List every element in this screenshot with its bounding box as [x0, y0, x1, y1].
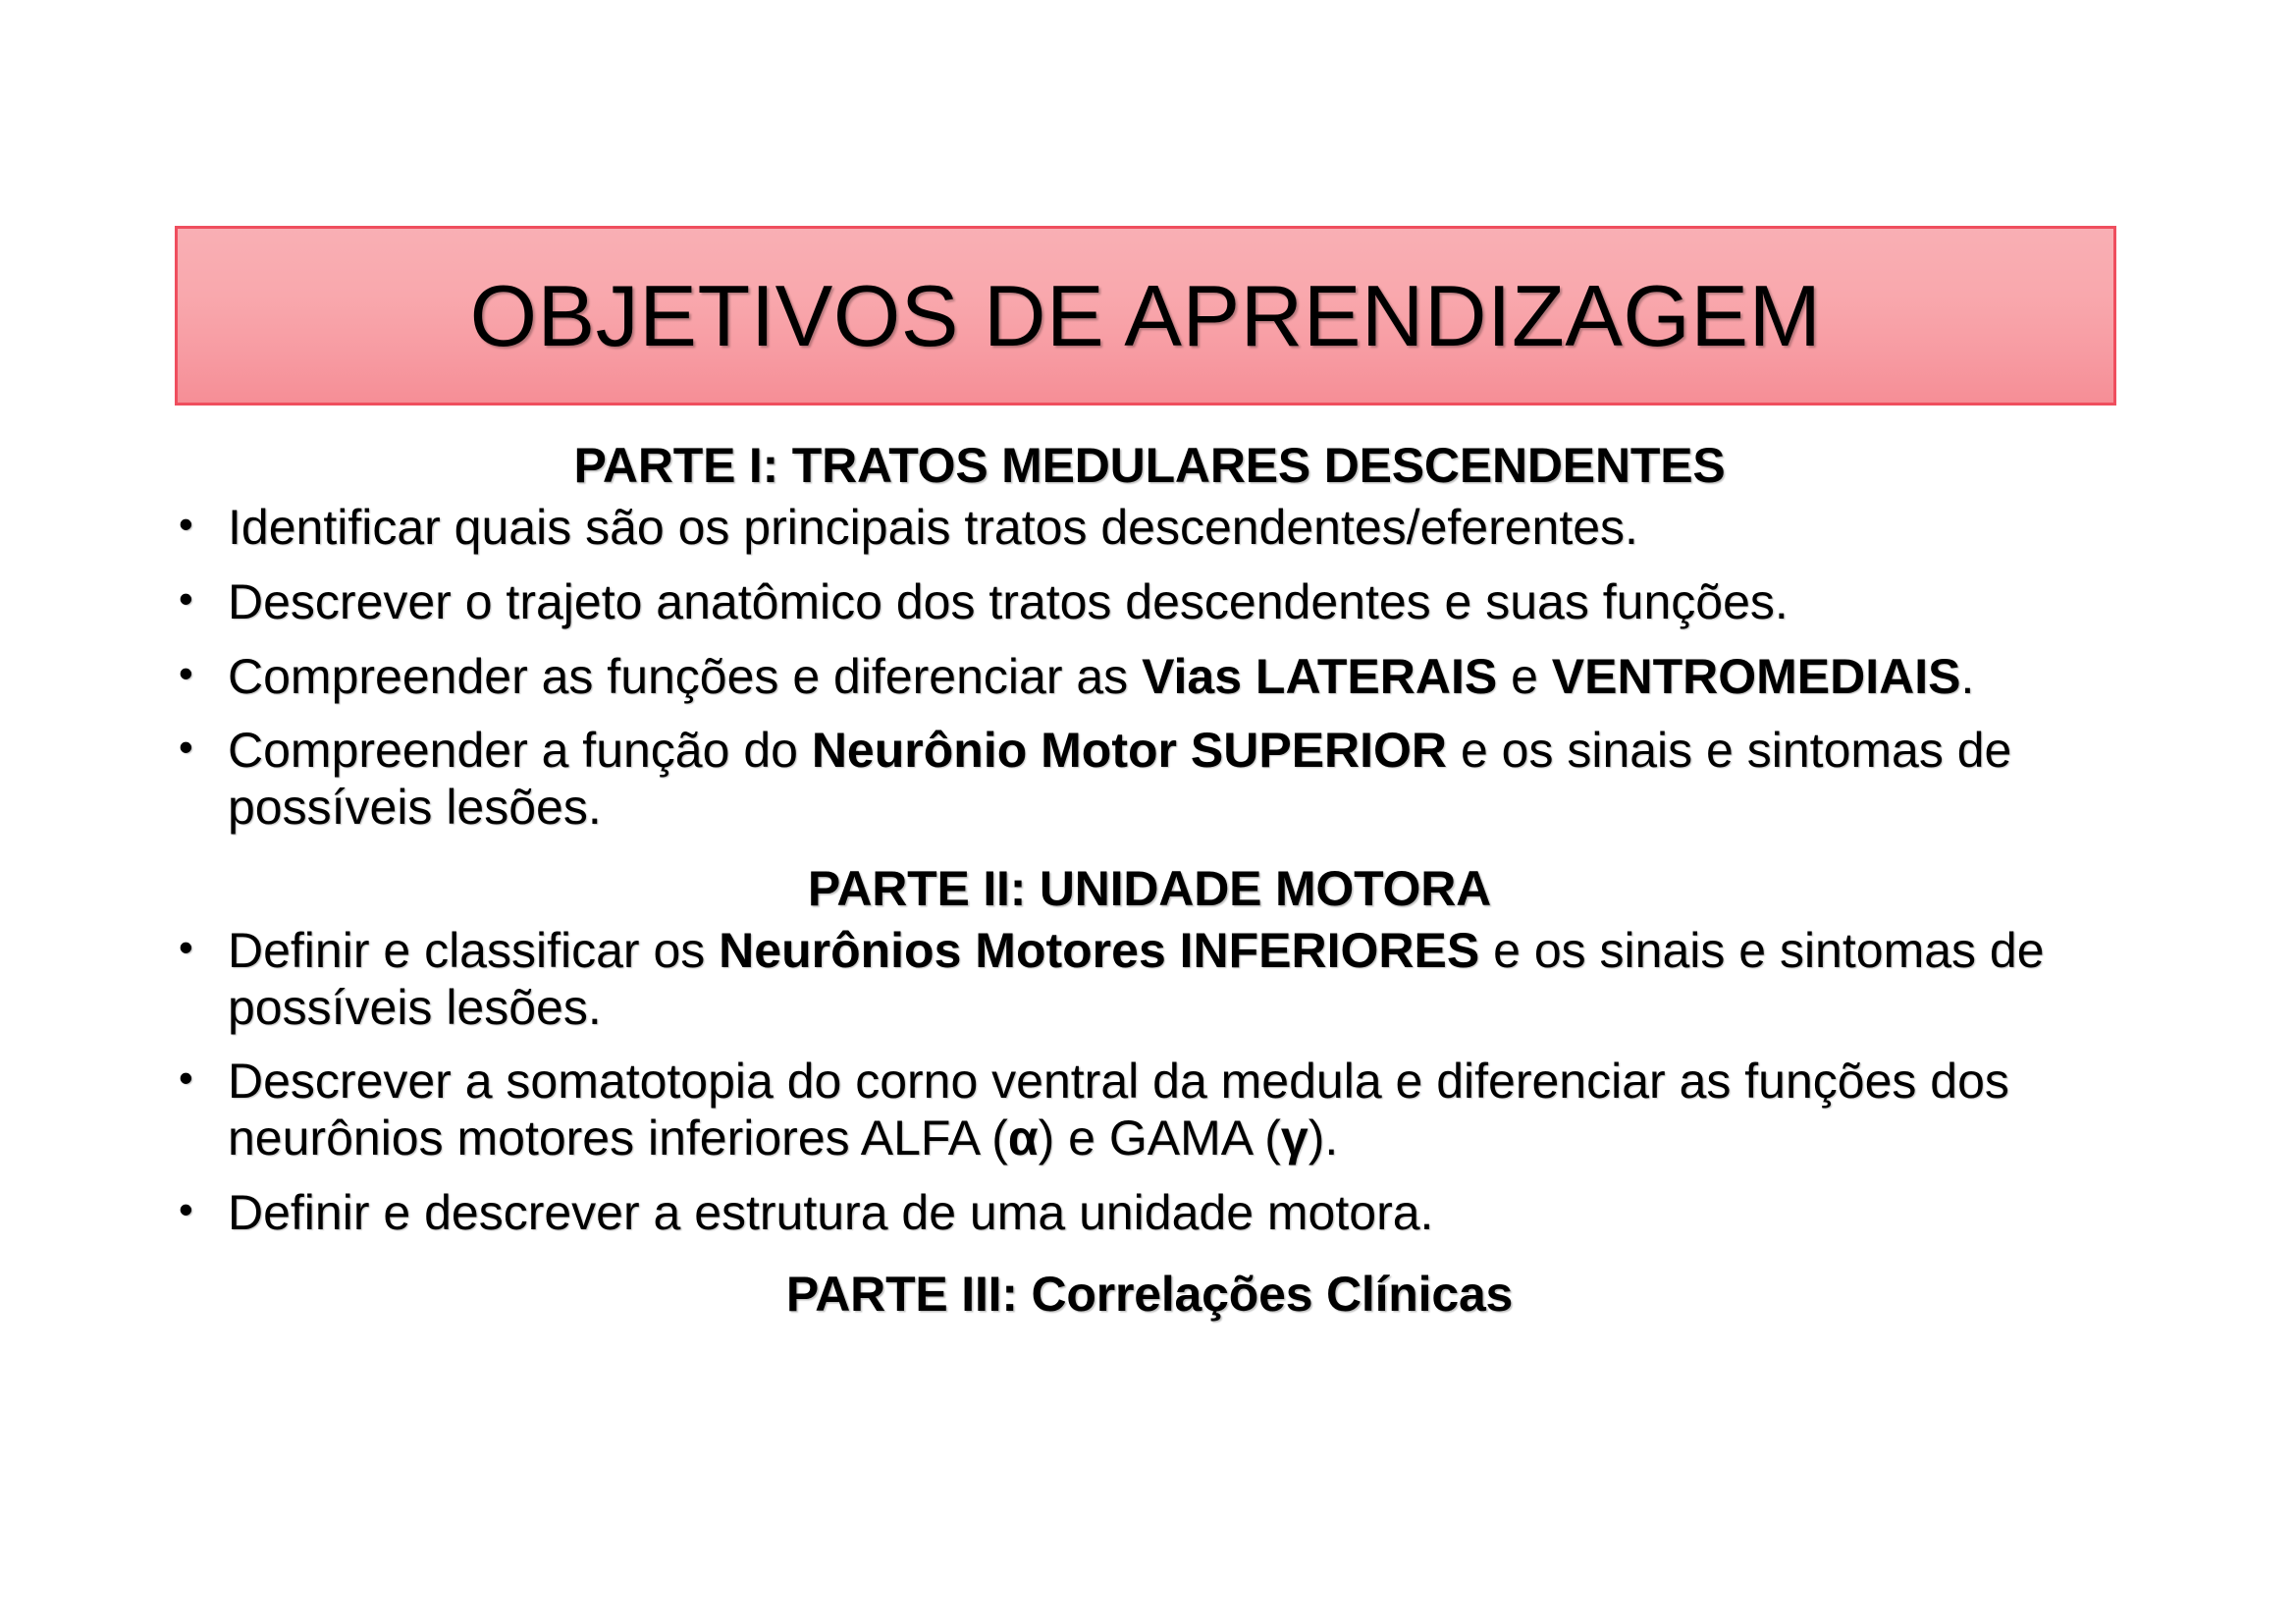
section-heading-parte-1: PARTE I: TRATOS MEDULARES DESCENDENTES	[573, 438, 1726, 493]
list-item: • Identificar quais são os principais tratos descendentes/eferentes.	[175, 500, 2124, 557]
list-item: • Compreender as funções e diferenciar as Vias LATERAIS e VENTROMEDIAIS.	[175, 649, 2124, 706]
bullet-list-parte-1	[175, 500, 2124, 837]
list-item: • Descrever a somatotopia do corno ventral da medula e diferenciar as funções dos neurônios motores inferiores ALFA (α) e GAMA (γ).	[175, 1054, 2124, 1167]
slide-body	[175, 437, 2124, 1328]
title-banner	[175, 226, 2116, 406]
section-heading-parte-3: PARTE III: Correlações Clínicas	[785, 1266, 1514, 1322]
list-item: • Definir e descrever a estrutura de uma unidade motora.	[175, 1185, 2124, 1242]
list-item: • Descrever o trajeto anatômico dos tratos descendentes e suas funções.	[175, 574, 2124, 631]
bullet-list-parte-2	[175, 923, 2124, 1242]
list-item: • Definir e classificar os Neurônios Motores INFERIORES e os sinais e sintomas de possíveis lesões.	[175, 923, 2124, 1037]
section-heading-parte-2: PARTE II: UNIDADE MOTORA	[807, 860, 1492, 916]
page-title: OBJETIVOS DE APRENDIZAGEM	[469, 266, 1822, 364]
list-item: • Compreender a função do Neurônio Motor SUPERIOR e os sinais e sintomas de possíveis lesões.	[175, 723, 2124, 837]
